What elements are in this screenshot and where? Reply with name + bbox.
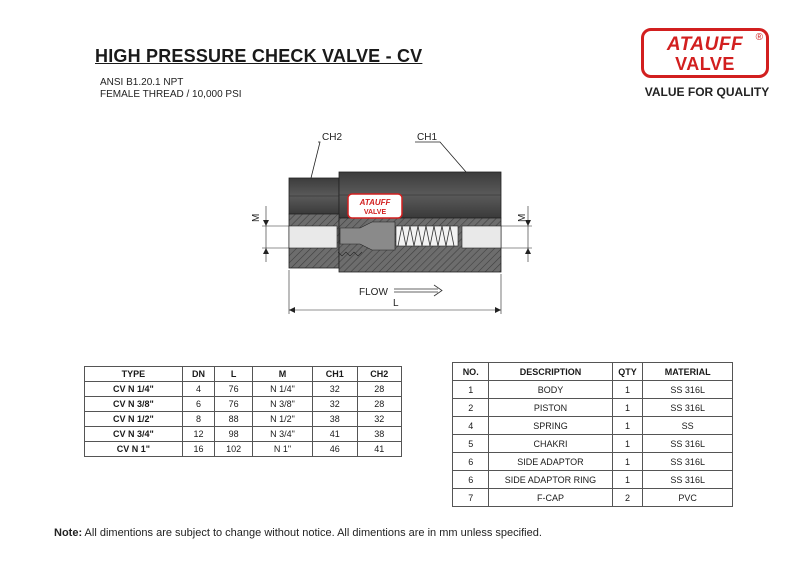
body-logo [348,194,402,218]
svg-text:M: M [517,213,528,222]
table-row [453,399,733,417]
side-adaptor-hex [289,178,339,214]
table-row [85,382,402,397]
brand-name-2: VALVE [675,54,735,74]
table-cell: CV N 3/8" [85,397,183,412]
table-cell: CV N 1" [85,442,183,457]
table-cell: SIDE ADAPTOR RING [489,471,612,489]
table-cell: 41 [357,442,402,457]
table-row [453,453,733,471]
table-cell: SS 316L [643,399,733,417]
parts-header: QTY [612,363,643,381]
section-view [289,214,501,272]
table-cell: 38 [357,427,402,442]
table-cell: 32 [313,382,357,397]
spec-header: DN [182,367,215,382]
table-cell: 32 [313,397,357,412]
table-row [453,381,733,399]
table-cell: 6 [182,397,215,412]
ch1-label: CH1 [417,132,438,143]
spec-header: L [215,367,252,382]
note-text: All dimentions are subject to change without notice. All dimentions are in mm unless specified. [82,527,542,539]
note-label: Note: [54,527,83,539]
svg-text:M: M [251,213,262,222]
spec-header: CH1 [313,367,357,382]
table-cell: 12 [182,427,215,442]
table-cell: 32 [357,412,402,427]
table-cell: SS 316L [643,435,733,453]
table-cell: CV N 1/4" [85,382,183,397]
parts-header-row [453,363,733,381]
table-cell: BODY [489,381,612,399]
spec-table [84,366,402,457]
ch2-leader [311,142,320,178]
svg-text:VALVE: VALVE [363,209,387,216]
table-cell: SS [643,417,733,435]
m-dimension-left [251,206,289,262]
table-cell: SPRING [489,417,612,435]
page-title: HIGH PRESSURE CHECK VALVE - CV [95,46,423,66]
svg-text:ATAUFF: ATAUFF [359,198,391,207]
table-cell: SS 316L [643,381,733,399]
table-row [85,412,402,427]
brand-tagline: VALUE FOR QUALITY [644,85,770,99]
table-cell: 4 [182,382,215,397]
table-cell: 4 [453,417,489,435]
table-cell: PVC [643,489,733,507]
table-cell: 7 [453,489,489,507]
spec-header: CH2 [357,367,402,382]
ch2-label: CH2 [322,132,343,143]
table-cell: 28 [357,382,402,397]
parts-header: MATERIAL [643,363,733,381]
svg-text:L: L [393,298,399,309]
flow-label: FLOW [359,287,388,298]
table-cell: 76 [215,397,252,412]
table-cell: N 1" [252,442,312,457]
table-cell: 28 [357,397,402,412]
table-cell: 38 [313,412,357,427]
table-cell: 2 [612,489,643,507]
table-cell: 98 [215,427,252,442]
thread-pressure-label: FEMALE THREAD / 10,000 PSI [100,89,242,100]
registered-mark: ® [755,32,763,43]
table-cell: 6 [453,471,489,489]
table-cell: 1 [612,471,643,489]
table-cell: 76 [215,382,252,397]
table-cell: 8 [182,412,215,427]
table-cell: SIDE ADAPTOR [489,453,612,471]
brand-name-1: ATAUFF [666,34,744,55]
table-cell: CV N 3/4" [85,427,183,442]
table-cell: 1 [612,453,643,471]
table-cell: PISTON [489,399,612,417]
parts-header: NO. [453,363,489,381]
table-cell: 102 [215,442,252,457]
table-cell: N 3/8" [252,397,312,412]
table-cell: 41 [313,427,357,442]
table-row [85,442,402,457]
parts-header: DESCRIPTION [489,363,612,381]
footer-note [54,527,542,539]
table-cell: N 1/2" [252,412,312,427]
table-cell: SS 316L [643,453,733,471]
m-dimension-right [501,206,532,262]
table-cell: SS 316L [643,471,733,489]
table-cell: 88 [215,412,252,427]
table-row [85,427,402,442]
table-row [453,471,733,489]
spec-header-row [85,367,402,382]
flow-arrow [394,285,442,296]
table-row [453,417,733,435]
spec-header: TYPE [85,367,183,382]
table-cell: 46 [313,442,357,457]
parts-table [452,362,733,507]
table-cell: 1 [612,399,643,417]
standard-label: ANSI B1.20.1 NPT [100,77,184,88]
table-cell: 6 [453,453,489,471]
table-cell: N 1/4" [252,382,312,397]
table-cell: 1 [612,381,643,399]
table-cell: 1 [453,381,489,399]
spec-header: M [252,367,312,382]
table-cell: 1 [612,417,643,435]
table-cell: 2 [453,399,489,417]
table-cell: 16 [182,442,215,457]
table-row [453,489,733,507]
table-cell: CHAKRI [489,435,612,453]
table-cell: 1 [612,435,643,453]
table-cell: 5 [453,435,489,453]
table-row [85,397,402,412]
table-cell: F-CAP [489,489,612,507]
table-row [453,435,733,453]
table-cell: N 3/4" [252,427,312,442]
table-cell: CV N 1/2" [85,412,183,427]
